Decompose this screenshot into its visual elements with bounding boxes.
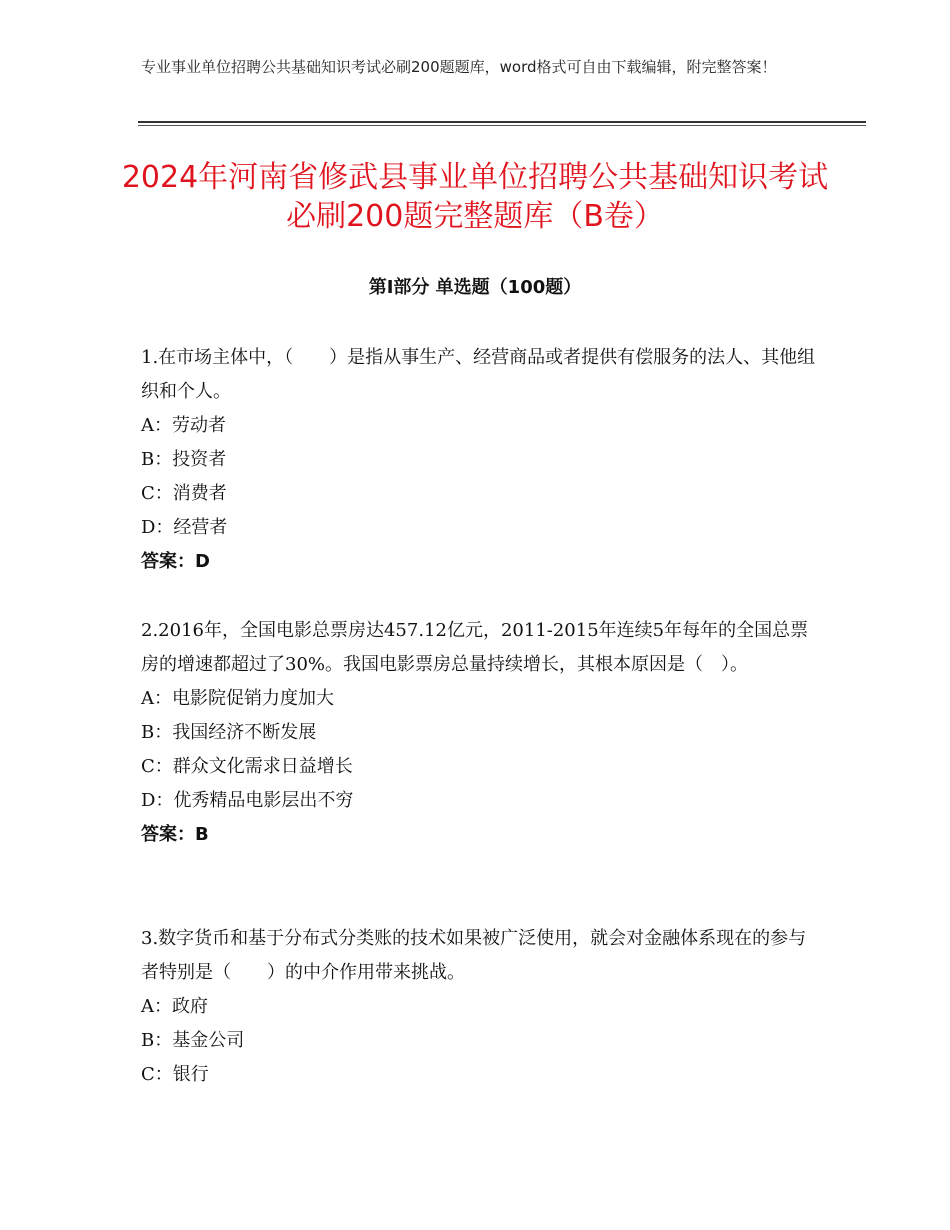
option-b: B：基金公司 xyxy=(141,1030,245,1051)
question-stem: 3.数字货币和基于分布式分类账的技术如果被广泛使用，就会对金融体系现在的参与者特别是（ ）的中介作用带来挑战。 xyxy=(141,928,807,983)
answer-label: 答案：D xyxy=(141,551,210,572)
option-c: C：银行 xyxy=(141,1064,209,1085)
header-note: 专业事业单位招聘公共基础知识考试必刷200题题库，word格式可自由下载编辑，附完整答案！ xyxy=(141,58,777,76)
option-a: A：政府 xyxy=(141,996,208,1017)
option-b: B：投资者 xyxy=(141,449,227,470)
option-c: C：群众文化需求日益增长 xyxy=(141,756,353,777)
answer-label: 答案：B xyxy=(141,824,209,845)
option-c: C：消费者 xyxy=(141,483,227,504)
question-stem: 2.2016年，全国电影总票房达457.12亿元，2011-2015年连续5年每年的全国总票房的增速都超过了30%。我国电影票房总量持续增长，其根本原因是（ ）。 xyxy=(141,620,809,675)
question-1 xyxy=(141,341,821,579)
option-d: D：优秀精品电影层出不穷 xyxy=(141,790,354,811)
document-title: 2024年河南省修武县事业单位招聘公共基础知识考试必刷200题完整题库（B卷） xyxy=(121,160,829,234)
section-title: 第Ⅰ部分 单选题（100题） xyxy=(368,277,582,298)
option-a: A：劳动者 xyxy=(141,415,226,436)
question-2 xyxy=(141,614,821,852)
header-rule-thin xyxy=(138,125,866,126)
question-stem: 1.在市场主体中，（ ）是指从事生产、经营商品或者提供有偿服务的法人、其他组织和个人。 xyxy=(141,347,816,402)
option-d: D：经营者 xyxy=(141,517,228,538)
header-rule-thick xyxy=(138,121,866,123)
option-a: A：电影院促销力度加大 xyxy=(141,688,334,709)
option-b: B：我国经济不断发展 xyxy=(141,722,317,743)
question-3 xyxy=(141,922,821,1092)
